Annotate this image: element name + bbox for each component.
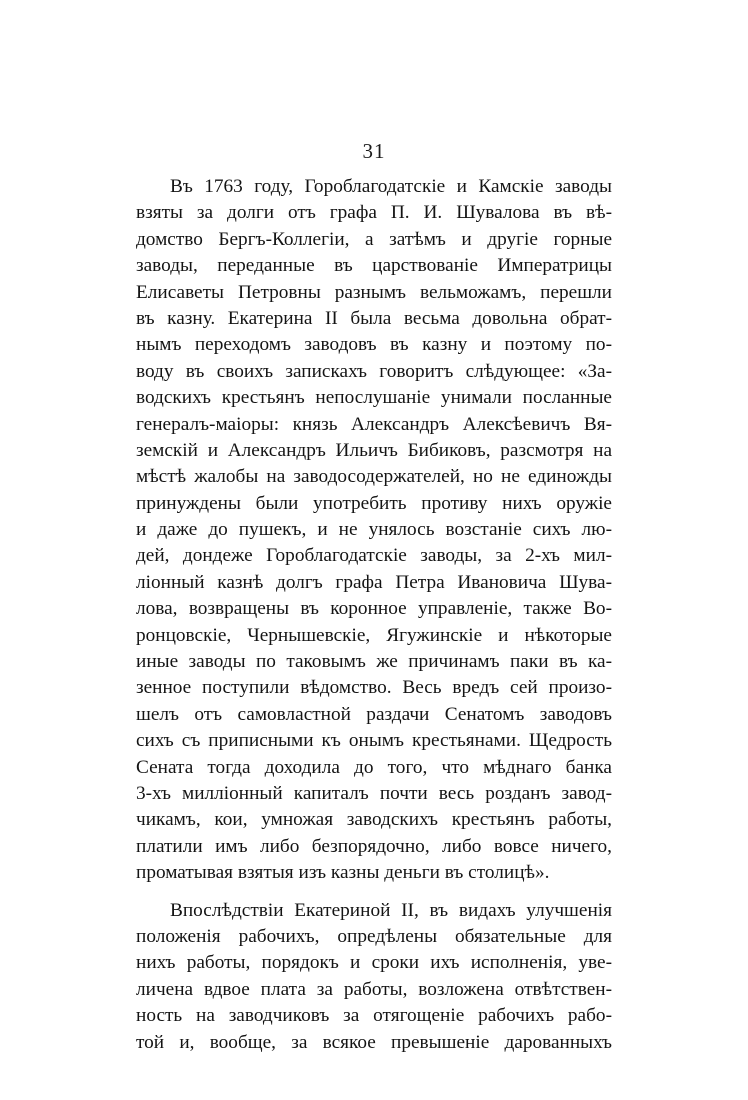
text-line: зенное поступили вѣдомство. Весь вредъ сей произо- xyxy=(136,677,612,699)
text-line: Елисаветы Петровны разнымъ вельможамъ, перешли xyxy=(136,281,612,303)
text-line: 3-хъ милліонный капиталъ почти весь розданъ завод- xyxy=(136,782,612,804)
text-line: взяты за долги отъ графа П. И. Шувалова въ вѣ- xyxy=(136,202,612,224)
text-line: въ казну. Екатерина II была весьма довольна обрат- xyxy=(136,307,612,329)
text-line: земскій и Александръ Ильичъ Бибиковъ, разсмотря на xyxy=(136,439,612,461)
text-line: положенія рабочихъ, опредѣлены обязательные для xyxy=(136,925,612,947)
text-line: чикамъ, кои, умножая заводскихъ крестьянъ работы, xyxy=(136,809,612,831)
text-line: личена вдвое плата за работы, возложена отвѣтствен- xyxy=(136,978,612,1000)
text-line: Въ 1763 году, Гороблагодатскіе и Камскіе заводы xyxy=(170,176,612,197)
text-line: иные заводы по таковымъ же причинамъ паки въ ка- xyxy=(136,651,612,673)
text-line: водскихъ крестьянъ непослушаніе унимали посланные xyxy=(136,387,612,409)
text-line: Впослѣдствіи Екатериной II, въ видахъ улучшенія xyxy=(170,899,612,921)
text-line: воду въ своихъ запискахъ говоритъ слѣдующее: «За- xyxy=(136,360,612,382)
text-line: лова, возвращены въ коронное управленіе, также Во- xyxy=(136,598,612,620)
text-line: дей, дондеже Гороблагодатскіе заводы, за 2-хъ мил- xyxy=(136,545,612,567)
text-line: принуждены были употребить противу нихъ оружіе xyxy=(136,492,612,514)
paragraph-gap xyxy=(136,887,612,898)
text-line: шелъ отъ самовластной раздачи Сенатомъ заводовъ xyxy=(136,703,612,725)
text-line: мѣстѣ жалобы на заводосодержателей, но не единожды xyxy=(136,466,612,488)
text-line: ліонный казнѣ долгъ графа Петра Ивановича Шува- xyxy=(136,571,612,593)
text-line: домство Бергъ-Коллегіи, а затѣмъ и другіе горные xyxy=(136,228,612,250)
text-line: нихъ работы, порядокъ и сроки ихъ исполненія, уве- xyxy=(136,952,612,974)
body-text xyxy=(136,174,612,1056)
page-number: 31 xyxy=(362,139,386,163)
text-line: Сената тогда доходила до того, что мѣднаго банка xyxy=(136,756,612,778)
text-line: генералъ-маіоры: князь Александръ Алексѣевичъ Вя- xyxy=(136,413,612,435)
text-line: ронцовскіе, Чернышевскіе, Ягужинскіе и нѣкоторые xyxy=(136,624,612,646)
text-line: той и, вообще, за всякое превышеніе дарованныхъ xyxy=(136,1031,612,1053)
paragraph-2 xyxy=(136,898,612,1056)
text-line: заводы, переданные въ царствованіе Императрицы xyxy=(136,255,612,277)
text-line: сихъ съ приписными къ онымъ крестьянами. Щедрость xyxy=(136,730,612,752)
text-line: нымъ переходомъ заводовъ въ казну и поэтому по- xyxy=(136,334,612,356)
paragraph-1 xyxy=(136,174,612,887)
text-line: ность на заводчиковъ за отягощеніе рабочихъ рабо- xyxy=(136,1005,612,1027)
text-line: и даже до пушекъ, и не унялось возстаніе сихъ лю- xyxy=(136,519,612,541)
text-line: проматывая взятыя изъ казны деньги въ столицѣ». xyxy=(136,862,550,884)
text-line: платили имъ либо безпорядочно, либо вовсе ничего, xyxy=(136,835,612,857)
